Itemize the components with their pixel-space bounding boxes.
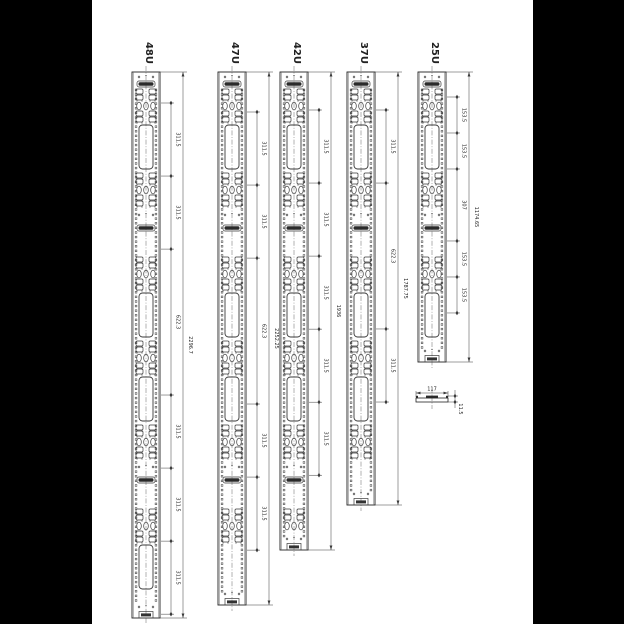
profile-47u bbox=[218, 42, 279, 611]
dim-label: 622.3 bbox=[174, 314, 181, 330]
dim-chain bbox=[309, 108, 329, 478]
dim-label: 25U bbox=[429, 41, 440, 65]
dim-label: 311.5 bbox=[174, 570, 181, 585]
dim-label: 311.5 bbox=[322, 431, 329, 446]
dim-chain bbox=[161, 101, 181, 617]
profile-25u bbox=[418, 42, 479, 368]
dim-label: 311.5 bbox=[260, 433, 267, 448]
dim-chain bbox=[447, 95, 467, 316]
overall-dim bbox=[160, 72, 193, 618]
dim-label: 117 bbox=[427, 386, 437, 393]
profile-42u bbox=[280, 42, 341, 556]
dim-label: 153.5 bbox=[460, 143, 467, 159]
profile-37u bbox=[347, 42, 408, 511]
dim-chain bbox=[376, 108, 396, 405]
dim-label: 47U bbox=[229, 41, 240, 65]
dim-label: 311.5 bbox=[174, 205, 181, 220]
dim-label: 311.5 bbox=[174, 424, 181, 439]
overall-dim bbox=[375, 72, 408, 505]
dim-label: 311.5 bbox=[322, 358, 329, 373]
dim-label: 153.5 bbox=[460, 287, 467, 303]
dim-label: 311.5 bbox=[260, 506, 267, 521]
dim-label: 311.5 bbox=[260, 141, 267, 156]
dim-label: 1174.65 bbox=[473, 206, 479, 228]
dim-label: 622.3 bbox=[389, 248, 396, 264]
dim-label: 311.5 bbox=[174, 132, 181, 147]
dim-label: 311.5 bbox=[322, 139, 329, 154]
section-view bbox=[416, 387, 463, 415]
dim-label: 2252.25 bbox=[273, 328, 279, 349]
dim-label: 42U bbox=[291, 41, 302, 65]
dim-chain bbox=[247, 110, 267, 553]
dim-label: 11.5 bbox=[457, 403, 463, 415]
dim-label: 622.3 bbox=[260, 323, 267, 339]
dim-label: 37U bbox=[358, 41, 369, 65]
dim-label: 311.5 bbox=[322, 285, 329, 300]
dim-label: 311.5 bbox=[389, 139, 396, 154]
profile-48u bbox=[132, 42, 193, 624]
dim-label: 2296.7 bbox=[187, 336, 193, 354]
dim-label: 307 bbox=[460, 200, 467, 210]
dim-label: 1787.75 bbox=[402, 278, 408, 299]
dim-label: 311.5 bbox=[322, 212, 329, 227]
dim-label: 153.5 bbox=[460, 107, 467, 123]
dim-label: 311.5 bbox=[174, 497, 181, 512]
dim-label: 311.5 bbox=[389, 358, 396, 373]
dim-label: 153.5 bbox=[460, 251, 467, 267]
dim-label: 311.5 bbox=[260, 214, 267, 229]
dim-label: 1936 bbox=[335, 304, 341, 318]
dim-label: 48U bbox=[143, 41, 154, 65]
